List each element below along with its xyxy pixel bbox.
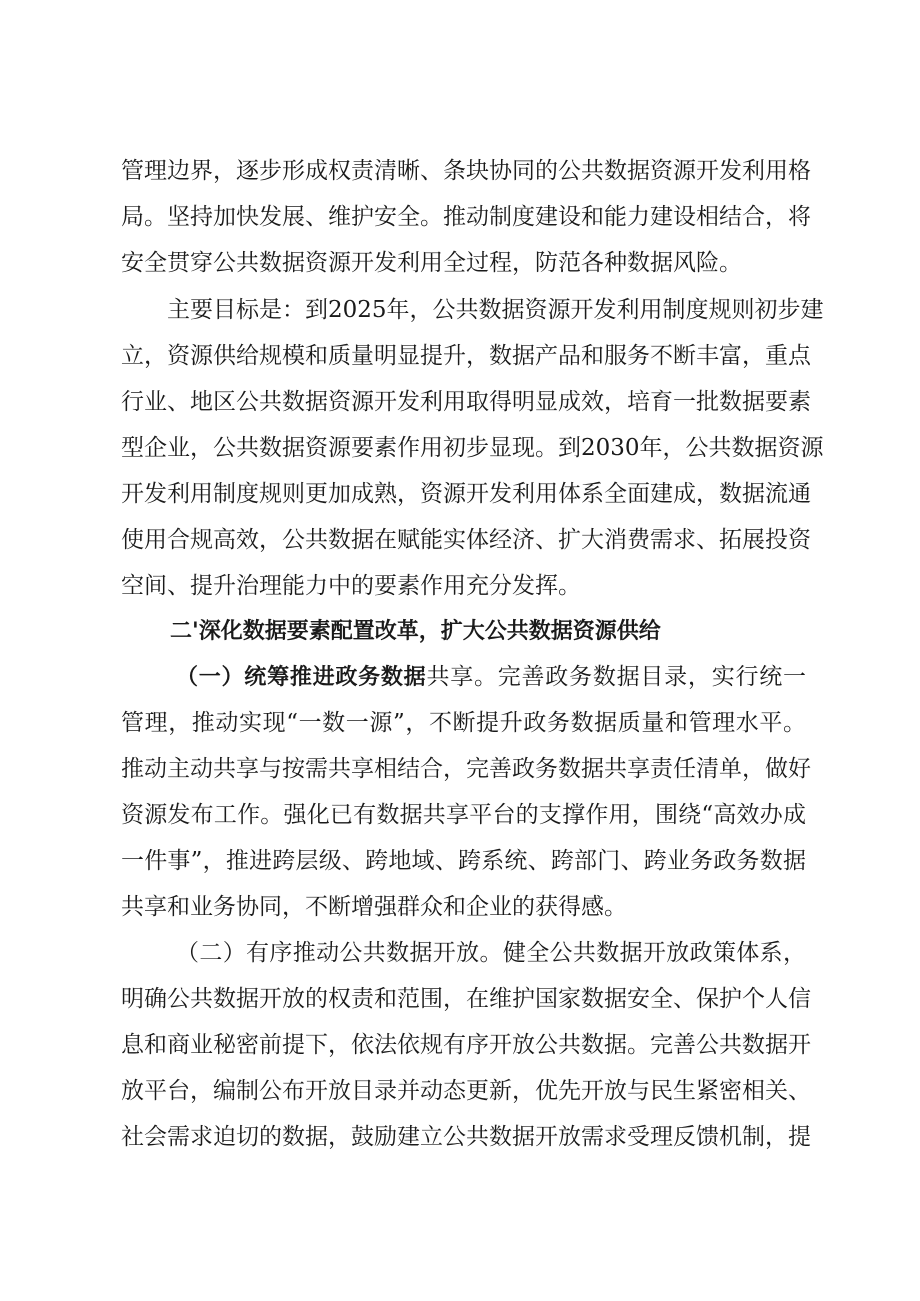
paragraph-line: 一件事”，推进跨层级、跨地域、跨系统、跨部门、跨业务政务数据 [121,848,806,874]
paragraph-line: （二）有序推动公共数据开放。健全公共数据开放政策体系， [176,940,806,966]
item-lead: （一）统筹推进政务数据 [176,665,427,690]
paragraph-line: 型企业，公共数据资源要素作用初步显现。到2030年，公共数据资源 [121,435,824,461]
paragraph-line: 主要目标是：到2025年，公共数据资源开发利用制度规则初步建 [167,297,824,323]
paragraph-line: 管理边界，逐步形成权责清晰、条块协同的公共数据资源开发利用格 [121,158,811,184]
paragraph-line: 行业、地区公共数据资源开发利用取得明显成效，培育一批数据要素 [121,389,811,415]
paragraph-line: 共享和业务协同，不断增强群众和企业的获得感。 [121,894,627,920]
paragraph-line: 空间、提升治理能力中的要素作用充分发挥。 [121,573,581,599]
paragraph-line: 推动主动共享与按需共享相结合，完善政务数据共享责任清单，做好 [121,756,811,782]
paragraph-line: 明确公共数据开放的权责和范围，在维护国家数据安全、保护个人信 [121,986,811,1012]
paragraph-line [176,657,806,697]
paragraph-line: 社会需求迫切的数据，鼓励建立公共数据开放需求受理反馈机制，提 [121,1124,811,1150]
paragraph-line: 开发利用制度规则更加成熟，资源开发利用体系全面建成，数据流通 [121,481,811,507]
paragraph-line: 息和商业秘密前提下，依法依规有序开放公共数据。完善公共数据开 [121,1032,811,1058]
paragraph-line: 安全贯穿公共数据资源开发利用全过程，防范各种数据风险。 [121,250,742,276]
paragraph-line: 局。坚持加快发展、维护安全。推动制度建设和能力建设相结合，将 [121,204,811,230]
section-heading: 二'深化数据要素配置改革，扩大公共数据资源供给 [170,619,661,644]
paragraph-line: 放平台，编制公布开放目录并动态更新，优先开放与民生紧密相关、 [121,1078,811,1104]
paragraph-line: 使用合规高效，公共数据在赋能实体经济、扩大消费需求、拓展投资 [121,527,811,553]
paragraph-line: 资源发布工作。强化已有数据共享平台的支撑作用，围绕“高效办成 [121,802,806,828]
paragraph-line: 管理，推动实现“一数一源”，不断提升政务数据质量和管理水平。 [121,710,806,736]
paragraph-line: 立，资源供给规模和质量明显提升，数据产品和服务不断丰富，重点 [121,343,811,369]
item-first-line-rest: 共享。完善政务数据目录，实行统一 [426,664,806,690]
